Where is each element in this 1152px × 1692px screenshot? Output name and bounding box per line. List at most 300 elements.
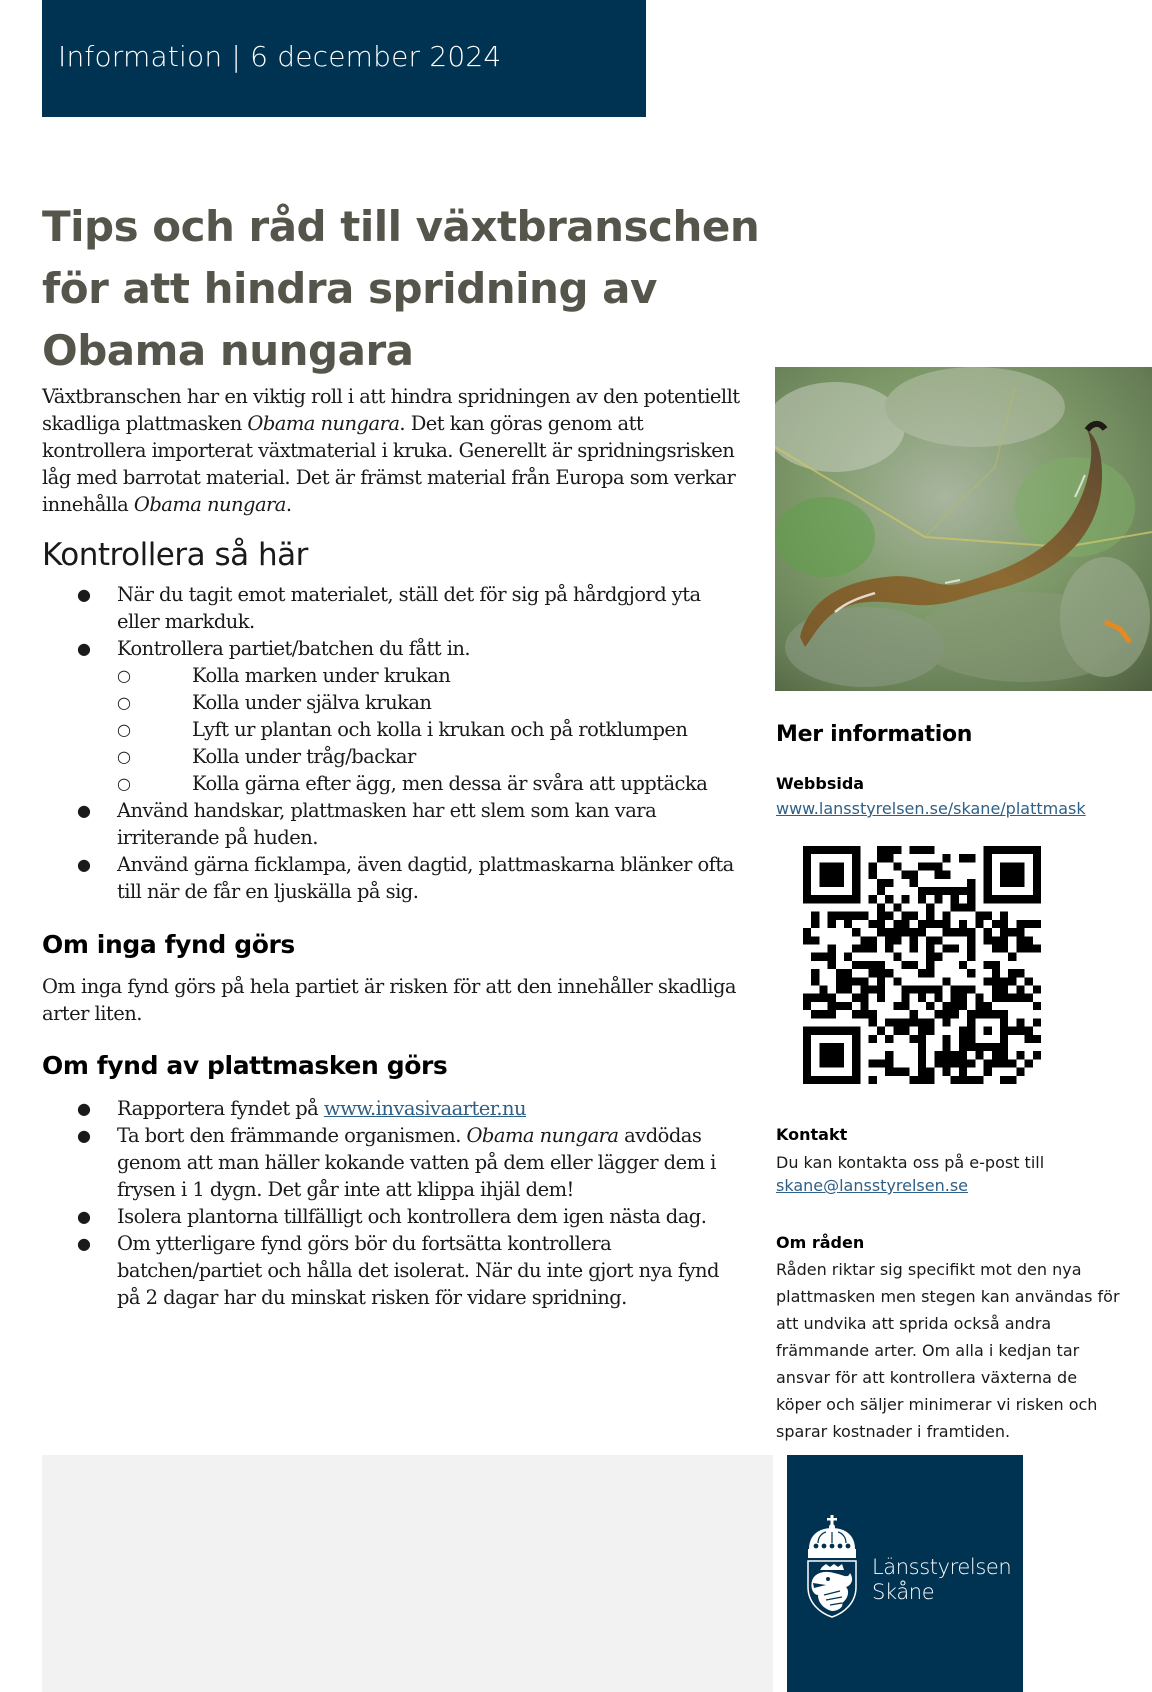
qr-module xyxy=(951,1002,959,1010)
om-raden-label: Om råden xyxy=(776,1233,865,1252)
qr-module xyxy=(844,1002,852,1010)
qr-module xyxy=(1016,920,1024,928)
qr-module xyxy=(959,887,967,895)
qr-module xyxy=(1000,1027,1008,1035)
qr-module xyxy=(803,846,811,854)
qr-module xyxy=(877,994,885,1002)
qr-module xyxy=(803,862,811,870)
qr-module xyxy=(992,1051,1000,1059)
website-link[interactable]: www.lansstyrelsen.se/skane/plattmask xyxy=(776,799,1086,818)
qr-module xyxy=(934,862,942,870)
qr-module xyxy=(869,944,877,952)
qr-module xyxy=(819,1027,827,1035)
qr-module xyxy=(926,903,934,911)
qr-module xyxy=(803,928,811,936)
qr-module xyxy=(992,961,1000,969)
list-item-text: När du tagit emot materialet, ställ det för sig på hårdgjord yta eller markduk. xyxy=(117,583,701,633)
qr-module xyxy=(877,986,885,994)
qr-module xyxy=(943,977,951,985)
qr-module xyxy=(852,928,860,936)
qr-module xyxy=(967,879,975,887)
sub-list-item-text: Lyft ur plantan och kolla i krukan och på rotklumpen xyxy=(192,718,688,741)
qr-module xyxy=(1000,944,1008,952)
qr-module xyxy=(803,887,811,895)
qr-module xyxy=(869,862,877,870)
qr-module xyxy=(992,1043,1000,1051)
qr-module xyxy=(1008,846,1016,854)
qr-module xyxy=(959,986,967,994)
qr-module xyxy=(926,1018,934,1026)
qr-module xyxy=(1033,1002,1041,1010)
qr-module xyxy=(943,920,951,928)
qr-module xyxy=(844,920,852,928)
qr-module xyxy=(918,994,926,1002)
list-item-text: Kontrollera partiet/batchen du fått in. xyxy=(117,637,471,660)
qr-module xyxy=(1000,1035,1008,1043)
qr-module xyxy=(844,1076,852,1084)
qr-module xyxy=(828,871,836,879)
qr-module xyxy=(1016,1027,1024,1035)
qr-module xyxy=(852,879,860,887)
qr-module xyxy=(885,1035,893,1043)
bullet-icon: ● xyxy=(77,639,91,658)
qr-code-image xyxy=(803,846,1041,1084)
qr-module xyxy=(934,895,942,903)
qr-module xyxy=(803,879,811,887)
qr-module xyxy=(877,1027,885,1035)
qr-module xyxy=(1000,1051,1008,1059)
sub-list-item xyxy=(117,716,742,743)
sub-list-item xyxy=(117,743,742,770)
qr-module xyxy=(934,1059,942,1067)
qr-module xyxy=(1033,920,1041,928)
qr-module xyxy=(910,1010,918,1018)
qr-module xyxy=(885,969,893,977)
qr-module xyxy=(975,912,983,920)
qr-module xyxy=(1008,1027,1016,1035)
qr-module xyxy=(819,871,827,879)
species-name: Obama nungara xyxy=(466,1124,619,1147)
logo-line-2: Skåne xyxy=(872,1580,935,1604)
qr-module xyxy=(926,969,934,977)
qr-module xyxy=(943,912,951,920)
qr-module xyxy=(885,1059,893,1067)
qr-module xyxy=(901,986,909,994)
qr-module xyxy=(893,862,901,870)
sub-list-item xyxy=(117,689,742,716)
qr-module xyxy=(934,986,942,994)
qr-module xyxy=(828,879,836,887)
qr-module xyxy=(1016,994,1024,1002)
page-title: Tips och råd till växtbranschen för att hindra spridning av Obama nungara xyxy=(42,202,760,375)
qr-module xyxy=(943,871,951,879)
qr-module xyxy=(1000,1010,1008,1018)
qr-module xyxy=(852,846,860,854)
circle-bullet-icon: ○ xyxy=(117,774,131,793)
qr-module xyxy=(811,1076,819,1084)
qr-module xyxy=(885,944,893,952)
qr-module xyxy=(951,928,959,936)
qr-module xyxy=(1016,944,1024,952)
qr-module xyxy=(869,961,877,969)
qr-module xyxy=(877,928,885,936)
qr-module xyxy=(951,1076,959,1084)
qr-module xyxy=(959,854,967,862)
qr-module xyxy=(811,1010,819,1018)
qr-module xyxy=(852,854,860,862)
qr-module xyxy=(926,920,934,928)
inga-fynd-paragraph: Om inga fynd görs på hela partiet är risken för att den innehåller skadliga arter liten. xyxy=(42,975,736,1025)
qr-module xyxy=(811,1027,819,1035)
qr-module xyxy=(803,871,811,879)
qr-module xyxy=(860,912,868,920)
qr-module xyxy=(1000,1059,1008,1067)
qr-module xyxy=(1025,846,1033,854)
qr-module xyxy=(836,1076,844,1084)
qr-module xyxy=(1000,895,1008,903)
qr-module xyxy=(959,1076,967,1084)
qr-module xyxy=(984,887,992,895)
qr-module xyxy=(967,903,975,911)
qr-module xyxy=(885,854,893,862)
qr-module xyxy=(992,1010,1000,1018)
qr-module xyxy=(811,912,819,920)
qr-module xyxy=(844,846,852,854)
qr-module xyxy=(918,887,926,895)
webbsida-label: Webbsida xyxy=(776,774,865,793)
circle-bullet-icon: ○ xyxy=(117,666,131,685)
qr-module xyxy=(934,994,942,1002)
qr-module xyxy=(869,936,877,944)
qr-module xyxy=(918,969,926,977)
qr-module xyxy=(959,920,967,928)
qr-module xyxy=(1016,846,1024,854)
list-item xyxy=(42,1230,742,1311)
qr-module xyxy=(819,846,827,854)
qr-module xyxy=(877,961,885,969)
qr-module xyxy=(959,1043,967,1051)
qr-module xyxy=(926,944,934,952)
qr-module xyxy=(918,1051,926,1059)
qr-module xyxy=(828,994,836,1002)
qr-module xyxy=(1000,994,1008,1002)
qr-module xyxy=(1033,887,1041,895)
qr-module xyxy=(893,953,901,961)
qr-module xyxy=(1008,862,1016,870)
qr-module xyxy=(901,1027,909,1035)
qr-module xyxy=(967,1043,975,1051)
qr-module xyxy=(860,977,868,985)
list-item xyxy=(42,851,742,905)
qr-module xyxy=(852,961,860,969)
qr-module xyxy=(910,1018,918,1026)
qr-module xyxy=(1025,1027,1033,1035)
qr-module xyxy=(1025,936,1033,944)
qr-module xyxy=(901,1002,909,1010)
fynd-list xyxy=(42,1095,742,1311)
qr-module xyxy=(992,846,1000,854)
qr-module xyxy=(967,1018,975,1026)
list-item-text: Använd gärna ficklampa, även dagtid, plattmaskarna blänker ofta till när de får en ljuskälla på sig. xyxy=(117,853,734,903)
qr-module xyxy=(967,1059,975,1067)
qr-module xyxy=(877,912,885,920)
qr-module xyxy=(918,1059,926,1067)
qr-module xyxy=(1000,871,1008,879)
qr-module xyxy=(959,1035,967,1043)
qr-module xyxy=(819,879,827,887)
qr-module xyxy=(910,846,918,854)
qr-module xyxy=(893,1002,901,1010)
qr-module xyxy=(984,854,992,862)
qr-module xyxy=(811,977,819,985)
qr-module xyxy=(836,1043,844,1051)
qr-module xyxy=(1025,944,1033,952)
bullet-icon: ● xyxy=(77,801,91,820)
qr-module xyxy=(926,912,934,920)
qr-module xyxy=(869,895,877,903)
qr-module xyxy=(1016,1051,1024,1059)
qr-module xyxy=(959,961,967,969)
qr-module xyxy=(828,1043,836,1051)
qr-module xyxy=(811,953,819,961)
list-item-text: Använd handskar, plattmasken har ett slem som kan vara irriterande på huden. xyxy=(117,799,657,849)
qr-module xyxy=(934,871,942,879)
qr-module xyxy=(967,928,975,936)
list-item xyxy=(42,797,742,851)
qr-module xyxy=(984,1068,992,1076)
sub-list-item-text: Kolla gärna efter ägg, men dessa är svåra att upptäcka xyxy=(192,772,708,795)
qr-module xyxy=(910,936,918,944)
qr-module xyxy=(992,920,1000,928)
intro-paragraph xyxy=(42,383,742,518)
circle-bullet-icon: ○ xyxy=(117,747,131,766)
qr-module xyxy=(934,920,942,928)
qr-module xyxy=(967,895,975,903)
qr-module xyxy=(1016,928,1024,936)
qr-module xyxy=(836,986,844,994)
qr-module xyxy=(1033,1018,1041,1026)
qr-module xyxy=(967,1035,975,1043)
qr-module xyxy=(943,1010,951,1018)
qr-module xyxy=(992,969,1000,977)
qr-module xyxy=(893,977,901,985)
qr-module xyxy=(951,986,959,994)
qr-module xyxy=(828,912,836,920)
qr-module xyxy=(901,895,909,903)
qr-module xyxy=(828,1002,836,1010)
qr-module xyxy=(967,969,975,977)
qr-module xyxy=(951,1051,959,1059)
qr-module xyxy=(1016,1068,1024,1076)
qr-module xyxy=(869,1018,877,1026)
qr-module xyxy=(926,986,934,994)
qr-module xyxy=(951,1059,959,1067)
qr-module xyxy=(1008,953,1016,961)
bullet-icon: ● xyxy=(77,1099,91,1118)
qr-module xyxy=(984,871,992,879)
species-name: Obama nungara xyxy=(133,493,286,516)
qr-module xyxy=(967,854,975,862)
qr-module xyxy=(918,928,926,936)
qr-module xyxy=(910,1076,918,1084)
qr-module xyxy=(975,1010,983,1018)
qr-module xyxy=(967,986,975,994)
qr-module xyxy=(893,1027,901,1035)
qr-module xyxy=(967,936,975,944)
qr-module xyxy=(803,1035,811,1043)
list-item xyxy=(42,1095,742,1122)
qr-module xyxy=(901,928,909,936)
qr-module xyxy=(836,1059,844,1067)
qr-module xyxy=(1025,895,1033,903)
qr-module xyxy=(819,895,827,903)
qr-module xyxy=(967,1010,975,1018)
qr-module xyxy=(1000,1018,1008,1026)
qr-module xyxy=(1025,977,1033,985)
qr-module xyxy=(967,887,975,895)
qr-module xyxy=(860,1010,868,1018)
qr-module xyxy=(951,1010,959,1018)
qr-module xyxy=(926,1002,934,1010)
qr-module xyxy=(975,920,983,928)
qr-module xyxy=(860,961,868,969)
qr-module xyxy=(836,846,844,854)
qr-module xyxy=(959,903,967,911)
qr-module xyxy=(828,944,836,952)
invasivaarter-link[interactable]: www.invasivaarter.nu xyxy=(323,1097,527,1120)
qr-module xyxy=(836,912,844,920)
qr-module xyxy=(1008,1059,1016,1067)
list-item-text: Rapportera fyndet på xyxy=(117,1097,324,1120)
qr-module xyxy=(918,920,926,928)
qr-module xyxy=(869,871,877,879)
qr-module xyxy=(910,871,918,879)
qr-module xyxy=(877,977,885,985)
qr-module xyxy=(852,1059,860,1067)
qr-module xyxy=(926,887,934,895)
qr-module xyxy=(984,879,992,887)
qr-module xyxy=(984,1002,992,1010)
qr-module xyxy=(811,895,819,903)
qr-module xyxy=(877,846,885,854)
qr-module xyxy=(828,1051,836,1059)
qr-module xyxy=(819,1076,827,1084)
qr-module xyxy=(811,846,819,854)
qr-module xyxy=(885,1051,893,1059)
qr-module xyxy=(869,920,877,928)
logo-line-1: Länsstyrelsen xyxy=(872,1555,1012,1579)
email-link[interactable]: skane@lansstyrelsen.se xyxy=(776,1176,969,1195)
qr-module xyxy=(1016,879,1024,887)
qr-module xyxy=(836,871,844,879)
qr-module xyxy=(828,1010,836,1018)
qr-module xyxy=(918,1027,926,1035)
qr-module xyxy=(992,1059,1000,1067)
qr-module xyxy=(836,862,844,870)
qr-module xyxy=(819,953,827,961)
qr-module xyxy=(819,1010,827,1018)
qr-module xyxy=(811,920,819,928)
qr-module xyxy=(918,986,926,994)
qr-module xyxy=(1033,862,1041,870)
qr-module xyxy=(1000,936,1008,944)
qr-module xyxy=(803,1076,811,1084)
qr-module xyxy=(803,895,811,903)
section-heading-inga-fynd: Om inga fynd görs xyxy=(42,930,295,959)
qr-module xyxy=(828,1027,836,1035)
qr-module xyxy=(1008,928,1016,936)
qr-module xyxy=(836,969,844,977)
qr-module xyxy=(918,846,926,854)
qr-module xyxy=(1000,1043,1008,1051)
sub-list-item-text: Kolla marken under krukan xyxy=(192,664,451,687)
qr-module xyxy=(926,846,934,854)
list-item xyxy=(42,1122,742,1203)
circle-bullet-icon: ○ xyxy=(117,720,131,739)
qr-module xyxy=(918,1043,926,1051)
sub-list-item xyxy=(117,770,742,797)
qr-module xyxy=(943,887,951,895)
section-heading-fynd: Om fynd av plattmasken görs xyxy=(42,1051,448,1080)
qr-module xyxy=(1025,920,1033,928)
qr-module xyxy=(893,920,901,928)
qr-module xyxy=(852,871,860,879)
qr-module xyxy=(852,912,860,920)
logo-text xyxy=(872,1555,1011,1605)
bullet-icon: ● xyxy=(77,855,91,874)
qr-module xyxy=(951,895,959,903)
qr-module xyxy=(984,928,992,936)
qr-module xyxy=(1033,1035,1041,1043)
qr-module xyxy=(1008,879,1016,887)
qr-module xyxy=(852,994,860,1002)
qr-module xyxy=(811,936,819,944)
intro-text-1: Växtbranschen har en viktig roll i att hindra spridningen av den potentiellt skadliga plattmasken xyxy=(42,385,740,435)
qr-module xyxy=(852,1068,860,1076)
qr-module xyxy=(918,1076,926,1084)
qr-module xyxy=(959,928,967,936)
qr-module xyxy=(844,895,852,903)
qr-module xyxy=(910,1035,918,1043)
qr-module xyxy=(975,1043,983,1051)
qr-module xyxy=(877,887,885,895)
qr-module xyxy=(1033,871,1041,879)
list-item-text: Ta bort den främmande organismen. xyxy=(117,1124,467,1147)
qr-module xyxy=(852,1043,860,1051)
flatworm-image xyxy=(775,367,1152,691)
qr-module xyxy=(984,1027,992,1035)
qr-module xyxy=(852,862,860,870)
qr-module xyxy=(852,944,860,952)
qr-module xyxy=(1008,1076,1016,1084)
qr-module xyxy=(836,895,844,903)
qr-module xyxy=(803,994,811,1002)
qr-module xyxy=(819,862,827,870)
list-item xyxy=(42,1203,742,1230)
qr-module xyxy=(934,936,942,944)
qr-module xyxy=(819,1059,827,1067)
qr-module xyxy=(877,879,885,887)
qr-module xyxy=(984,1010,992,1018)
qr-module xyxy=(901,920,909,928)
qr-module xyxy=(1016,986,1024,994)
qr-module xyxy=(828,1059,836,1067)
qr-module xyxy=(1000,920,1008,928)
qr-module xyxy=(803,1059,811,1067)
kontakt-label: Kontakt xyxy=(776,1125,848,1144)
section-heading-kontrollera: Kontrollera så här xyxy=(42,537,308,573)
qr-module xyxy=(811,969,819,977)
